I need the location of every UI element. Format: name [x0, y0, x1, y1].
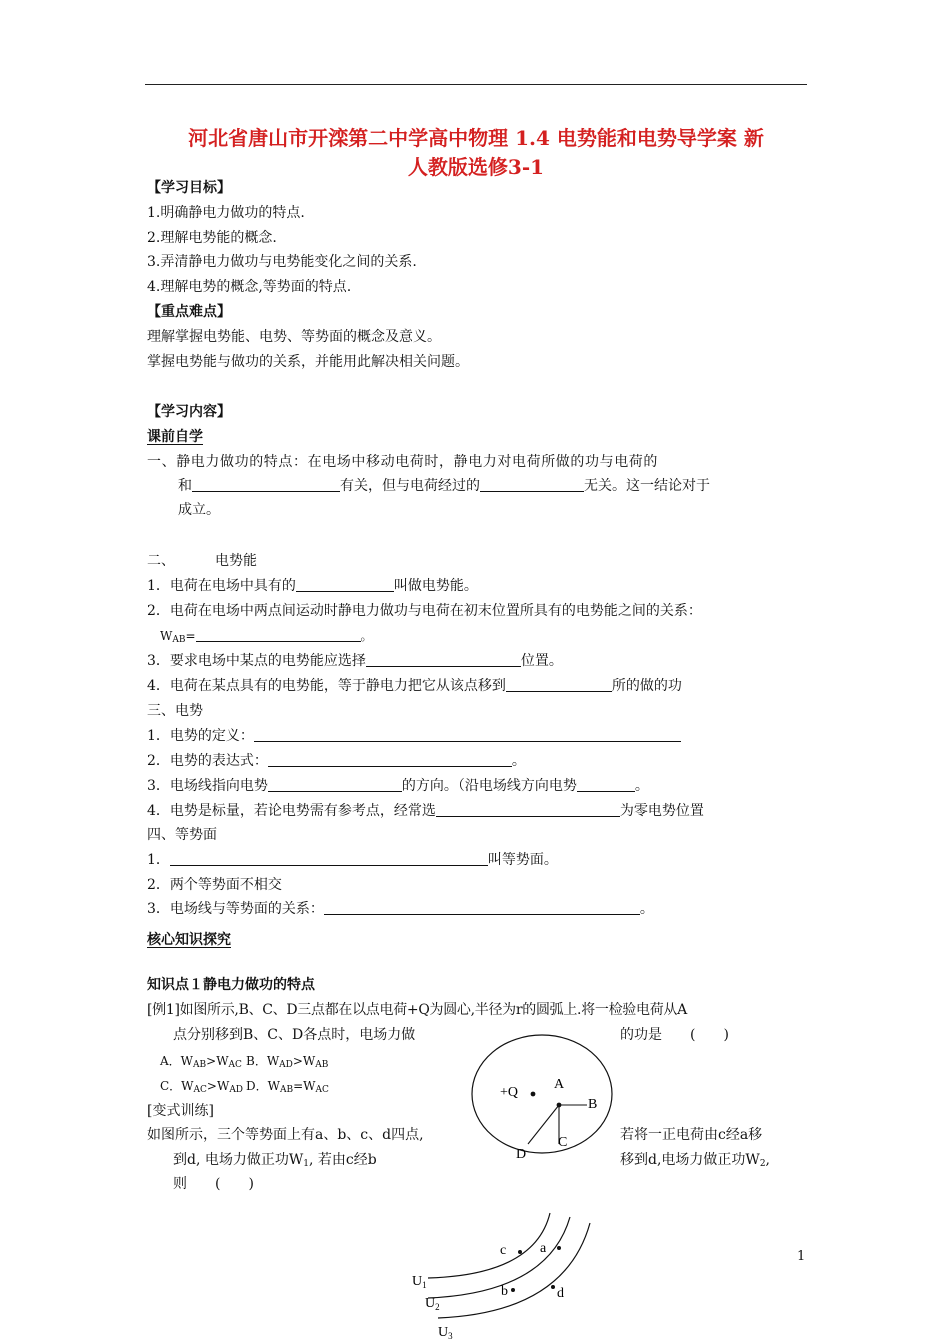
section2-heading [147, 551, 257, 571]
text: 叫等势面。 [487, 852, 558, 868]
section1-line2 [178, 476, 710, 496]
option-d[interactable] [246, 1076, 329, 1100]
content-heading: 【学习内容】 [147, 404, 231, 420]
point-a-dot [557, 1246, 561, 1250]
text: A．W [160, 1054, 194, 1068]
text: D．W [246, 1079, 280, 1093]
title-line-1: 河北省唐山市开滦第二中学高中物理 1.4 电势能和电势导学案 新 [188, 126, 764, 150]
header-rule [145, 84, 807, 85]
variant-line2b [620, 1150, 770, 1174]
text: 到d, 电场力做正功W [173, 1152, 304, 1168]
text: 4．电势是标量，若论电势需有参考点，经常选 [147, 803, 436, 819]
section4-item3 [147, 899, 654, 919]
variant-heading: [变式训练] [147, 1103, 214, 1119]
section3-heading: 三、电势 [147, 703, 203, 719]
label-d: D [516, 1147, 527, 1162]
text: >W [206, 1054, 229, 1068]
example1-line1: [例1]如图所示,B、C、D三点都在以点电荷+Q为圆心,半径为r的圆弧上.将一检验电荷从A [147, 1002, 687, 1018]
subscript: AB [172, 635, 186, 645]
text: = [185, 629, 196, 643]
example1-line2b: 的功是 ( ) [620, 1027, 729, 1043]
text: C．W [160, 1079, 194, 1093]
key-item: 掌握电势能与做功的关系，并能用此解决相关问题。 [147, 354, 469, 370]
fill-blank[interactable] [480, 477, 584, 492]
text: 1．电势的定义： [147, 728, 254, 744]
variant-line1b: 若将一正电荷由c经a移 [620, 1127, 763, 1143]
core-heading: 核心知识探究 [147, 932, 231, 948]
option-b[interactable] [246, 1051, 328, 1075]
goals-heading: 【学习目标】 [147, 180, 231, 196]
section2-item3 [147, 651, 563, 671]
text: 。 [634, 778, 649, 794]
variant-line2a [173, 1150, 377, 1174]
text: 。 [511, 753, 526, 769]
text: >W [292, 1054, 316, 1068]
section-number: 二、 [147, 553, 175, 569]
section3-item2 [147, 751, 526, 771]
fill-blank[interactable] [506, 677, 612, 692]
text: 3．电场线指向电势 [147, 778, 268, 794]
text: 3．电场线与等势面的关系： [147, 901, 324, 917]
text: >W [206, 1079, 230, 1093]
label-a: a [540, 1241, 547, 1256]
example1-line2a: 点分别移到B、C、D各点时，电场力做 [173, 1027, 416, 1043]
page-number: 1 [797, 1249, 806, 1264]
section2-item2-formula [160, 626, 373, 650]
text: U [425, 1296, 436, 1311]
fill-blank[interactable] [170, 851, 488, 866]
goal-item: 3.弄清静电力做功与电势能变化之间的关系. [147, 254, 417, 270]
fill-blank[interactable] [268, 752, 512, 767]
text: 的方向。（沿电场线方向电势 [401, 778, 577, 794]
fill-blank[interactable] [254, 727, 681, 742]
subscript: 3 [448, 1331, 453, 1341]
text: U [412, 1274, 423, 1289]
subscript: AB [315, 1060, 329, 1070]
fill-blank[interactable] [192, 477, 340, 492]
page-title [140, 124, 812, 182]
label-c: c [500, 1243, 507, 1258]
subscript: AD [229, 1085, 244, 1095]
text: 1． [147, 852, 170, 868]
fill-blank[interactable] [577, 777, 635, 792]
subscript: 1 [303, 1159, 309, 1169]
variant-line3: 则 ( ) [173, 1176, 254, 1192]
section-title: 电势能 [215, 553, 257, 569]
text: , [765, 1152, 770, 1168]
label-u1 [412, 1274, 427, 1290]
subscript: 2 [435, 1302, 440, 1312]
text: B．W [246, 1054, 280, 1068]
point-c-dot [518, 1250, 522, 1254]
text: 无关。这一结论对于 [584, 478, 710, 494]
figure-circle-charge [460, 1030, 620, 1165]
section2-item1 [147, 576, 478, 596]
point-d-dot [551, 1285, 555, 1289]
text: 和 [178, 478, 192, 494]
label-b: B [588, 1097, 598, 1112]
subscript: AC [315, 1085, 329, 1095]
section3-item4 [147, 801, 704, 821]
label-b: b [501, 1284, 508, 1299]
subscript: AD [279, 1060, 293, 1070]
option-a[interactable] [160, 1051, 242, 1075]
text: U [438, 1325, 449, 1340]
fill-blank[interactable] [366, 652, 521, 667]
text: 叫做电势能。 [393, 578, 478, 594]
text: 4．电荷在某点具有的电势能，等于静电力把它从该点移到 [147, 678, 506, 694]
label-u3 [438, 1325, 453, 1341]
text: 所的做的功 [611, 678, 682, 694]
surface-u3 [438, 1223, 590, 1318]
knowledge-point-1: 知识点１静电力做功的特点 [147, 977, 315, 993]
option-c[interactable] [160, 1076, 243, 1100]
point-b-dot [511, 1288, 515, 1292]
section1-line3: 成立。 [178, 502, 220, 518]
label-d: d [557, 1286, 564, 1301]
text: 位置。 [520, 653, 563, 669]
equipotential-circle [472, 1035, 612, 1153]
surface-u1 [428, 1213, 550, 1278]
segment-ad [528, 1105, 559, 1144]
text: , 若由c经b [309, 1152, 377, 1168]
subscript: AB [193, 1060, 207, 1070]
section2-item4 [147, 676, 682, 696]
fill-blank[interactable] [196, 627, 361, 642]
section4-heading: 四、等势面 [147, 827, 217, 843]
fill-blank[interactable] [296, 577, 394, 592]
section3-item3 [147, 776, 649, 796]
text: 为零电势位置 [619, 803, 704, 819]
text: 有关，但与电荷经过的 [340, 478, 480, 494]
subscript: AB [279, 1085, 294, 1095]
text: 3．要求电场中某点的电势能应选择 [147, 653, 366, 669]
text: W [160, 629, 173, 643]
section3-item1 [147, 726, 681, 746]
section1-line1: 一、静电力做功的特点：在电场中移动电荷时，静电力对电荷所做的功与电荷的 [147, 454, 658, 470]
goal-item: 4.理解电势的概念,等势面的特点. [147, 279, 352, 295]
section4-item1 [147, 850, 558, 870]
goal-item: 2.理解电势能的概念. [147, 230, 277, 246]
subscript: 1 [422, 1280, 427, 1290]
label-u2 [425, 1296, 440, 1312]
text: =W [293, 1079, 316, 1093]
key-item: 理解掌握电势能、电势、等势面的概念及意义。 [147, 329, 441, 345]
text: 移到d,电场力做正功W [620, 1152, 760, 1168]
goal-item: 1.明确静电力做功的特点. [147, 205, 305, 221]
figure-equipotential-surfaces [400, 1205, 600, 1344]
fill-blank[interactable] [324, 900, 640, 915]
section2-item2: 2．电荷在电场中两点间运动时静电力做功与电荷在初末位置所具有的电势能之间的关系： [147, 603, 702, 619]
section4-item2: 2．两个等势面不相交 [147, 877, 282, 893]
subscript: AC [193, 1085, 207, 1095]
charge-label: +Q [500, 1085, 519, 1100]
charge-dot [531, 1092, 536, 1097]
text: 。 [360, 629, 373, 643]
variant-line1a: 如图所示，三个等势面上有a、b、c、d四点, [147, 1127, 424, 1143]
pre-study-heading: 课前自学 [147, 429, 203, 445]
label-a: A [554, 1077, 565, 1092]
key-heading: 【重点难点】 [147, 304, 231, 320]
fill-blank[interactable] [268, 777, 402, 792]
text: 2．电势的表达式： [147, 753, 268, 769]
subscript: 2 [759, 1159, 766, 1169]
title-line-2: 人教版选修3-1 [407, 155, 545, 179]
label-c: C [558, 1135, 568, 1150]
text: 1．电荷在电场中具有的 [147, 578, 296, 594]
text: 。 [639, 901, 654, 917]
fill-blank[interactable] [436, 802, 620, 817]
subscript: AC [228, 1060, 242, 1070]
